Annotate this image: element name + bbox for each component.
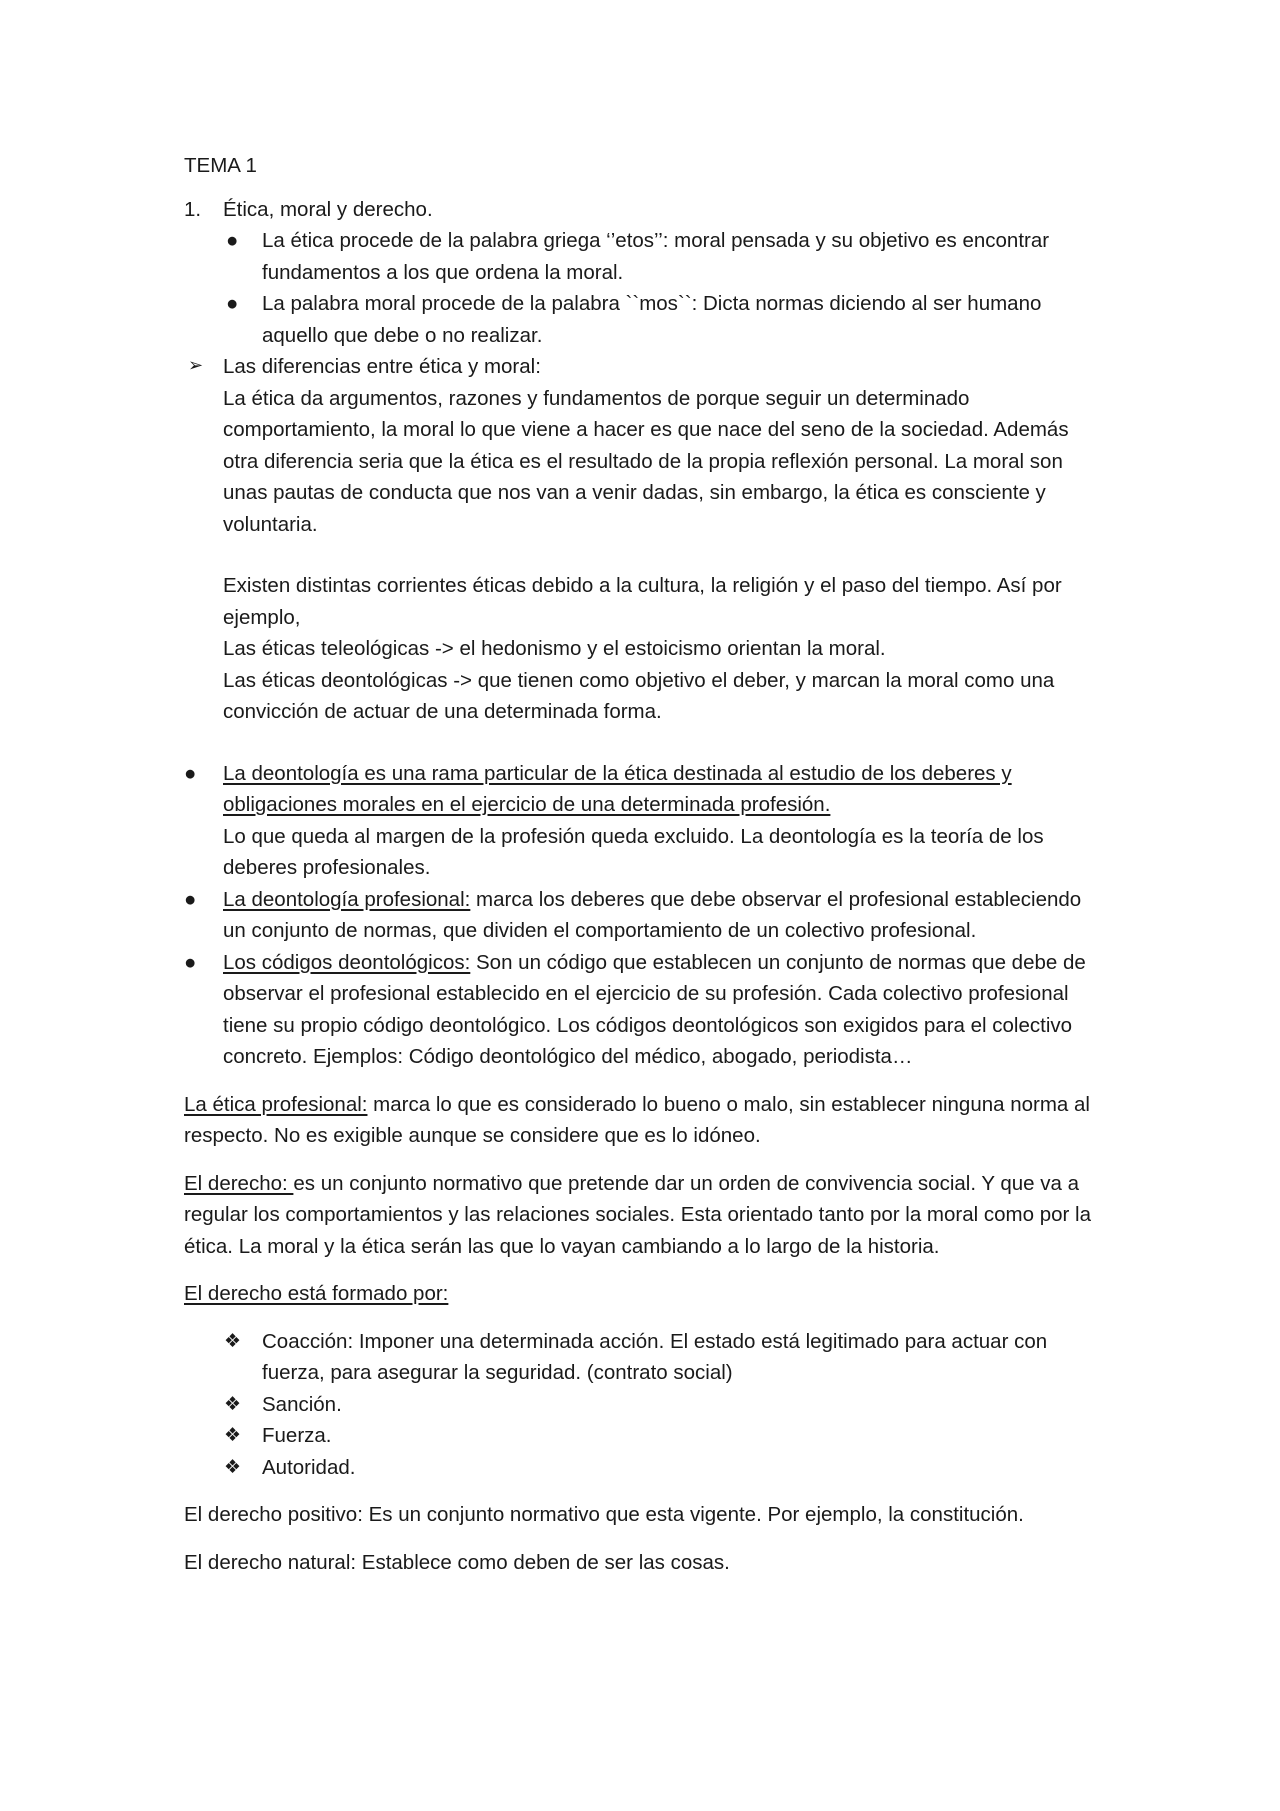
deontology-term: Los códigos deontológicos: <box>223 950 471 974</box>
diamond-bullet-icon: ❖ <box>224 1330 242 1352</box>
deontology-text: marca los deberes que debe observar el profesional estableciendo un conjunto de normas, que dividen el comportamiento de un colectivo profesional. <box>223 887 1082 942</box>
list-item <box>184 225 1104 288</box>
diamond-bullet-icon: ❖ <box>224 1456 242 1478</box>
currents-deontological: Las éticas deontológicas -> que tienen como objetivo el deber, y marcan la moral como una convicción de actuar de una determinada forma. <box>223 668 1055 723</box>
definition-list <box>184 225 1104 351</box>
derecho-paragraph <box>184 1168 1104 1263</box>
section-number: 1. <box>184 197 202 221</box>
bullet-icon: ● <box>184 761 197 785</box>
differences-heading: Las diferencias entre ética y moral: <box>223 355 541 378</box>
list-item <box>184 884 1104 947</box>
derecho-positivo-paragraph: El derecho positivo: Es un conjunto normativo que esta vigente. Por ejemplo, la constitución. <box>184 1503 1024 1526</box>
etica-profesional-text: marca lo que es considerado lo bueno o malo, sin establecer ninguna norma al respecto. No es exigible aunque se considere que es lo idóneo. <box>184 1092 1090 1147</box>
bullet-icon: ● <box>184 887 197 911</box>
section-heading-text: Ética, moral y derecho. <box>223 197 433 221</box>
list-item-text: Sanción. <box>262 1392 342 1416</box>
etica-profesional-label: La ética profesional: <box>184 1092 368 1116</box>
arrow-bullet-icon: ➢ <box>188 355 204 375</box>
derecho-elements-list <box>184 1326 1104 1484</box>
derecho-label: El derecho: <box>184 1171 294 1195</box>
deontology-list <box>184 758 1104 1073</box>
deontology-text: Son un código que establecen un conjunto de normas que debe de observar el profesional establecido en el ejercicio de su profesión. Cada colectivo profesional tiene su propio código deontológico. Los códigos deontológicos son exigidos para el colectivo concreto. Ejemplos: Código deontológico del médico, abogado, periodista… <box>223 950 1086 1068</box>
bullet-icon: ● <box>226 292 239 315</box>
currents-intro: Existen distintas corrientes éticas debido a la cultura, la religión y el paso del tiempo. Así por ejemplo, <box>223 574 1062 629</box>
derecho-formado-heading: El derecho está formado por: <box>184 1282 449 1305</box>
currents-teleological: Las éticas teleológicas -> el hedonismo y el estoicismo orientan la moral. <box>223 637 886 660</box>
deontology-definition: La deontología es una rama particular de la ética destinada al estudio de los deberes y obligaciones morales en el ejercicio de una determinada profesión. <box>223 761 1012 816</box>
deontology-term: La deontología profesional: <box>223 887 471 911</box>
list-item-text: La ética procede de la palabra griega ‘’etos’’: moral pensada y su objetivo es encontrar fundamentos a los que ordena la moral. <box>262 229 1050 284</box>
diamond-bullet-icon: ❖ <box>224 1393 242 1415</box>
etica-profesional-paragraph <box>184 1089 1104 1152</box>
list-item <box>184 1420 1104 1452</box>
derecho-natural-paragraph: El derecho natural: Establece como deben de ser las cosas. <box>184 1550 730 1574</box>
list-item <box>184 1326 1104 1389</box>
page-title: TEMA 1 <box>184 154 257 177</box>
list-item-text: Autoridad. <box>262 1455 356 1479</box>
section-heading <box>184 194 1104 226</box>
list-item-text: Fuerza. <box>262 1424 332 1447</box>
bullet-icon: ● <box>226 229 239 252</box>
list-item <box>184 288 1104 351</box>
differences-paragraph: La ética da argumentos, razones y fundamentos de porque seguir un determinado comportamiento, la moral lo que viene a hacer es que nace del seno de la sociedad. Además otra diferencia seria que la ética es el resultado de la propia reflexión personal. La moral son unas pautas de conducta que nos van a venir dadas, sin embargo, la ética es consciente y voluntaria. <box>223 386 1069 536</box>
deontology-text: Lo que queda al margen de la profesión queda excluido. La deontología es la teoría de los deberes profesionales. <box>223 824 1044 879</box>
derecho-text: es un conjunto normativo que pretende dar un orden de convivencia social. Y que va a regular los comportamientos y las relaciones sociales. Esta orientado tanto por la moral como por la ética. La moral y la ética serán las que lo vayan cambiando a lo largo de la historia. <box>184 1171 1091 1258</box>
document-page <box>184 150 1104 1578</box>
bullet-icon: ● <box>184 950 197 974</box>
list-item-text: La palabra moral procede de la palabra ``mos``: Dicta normas diciendo al ser humano aquello que debe o no realizar. <box>262 292 1042 347</box>
list-item <box>184 758 1104 884</box>
list-item-text: Coacción: Imponer una determinada acción. El estado está legitimado para actuar con fuerza, para asegurar la seguridad. (contrato social) <box>262 1329 1048 1384</box>
list-item <box>184 947 1104 1073</box>
differences-item <box>184 351 1104 728</box>
list-item <box>184 1452 1104 1484</box>
diamond-bullet-icon: ❖ <box>224 1425 242 1446</box>
list-item <box>184 1389 1104 1421</box>
